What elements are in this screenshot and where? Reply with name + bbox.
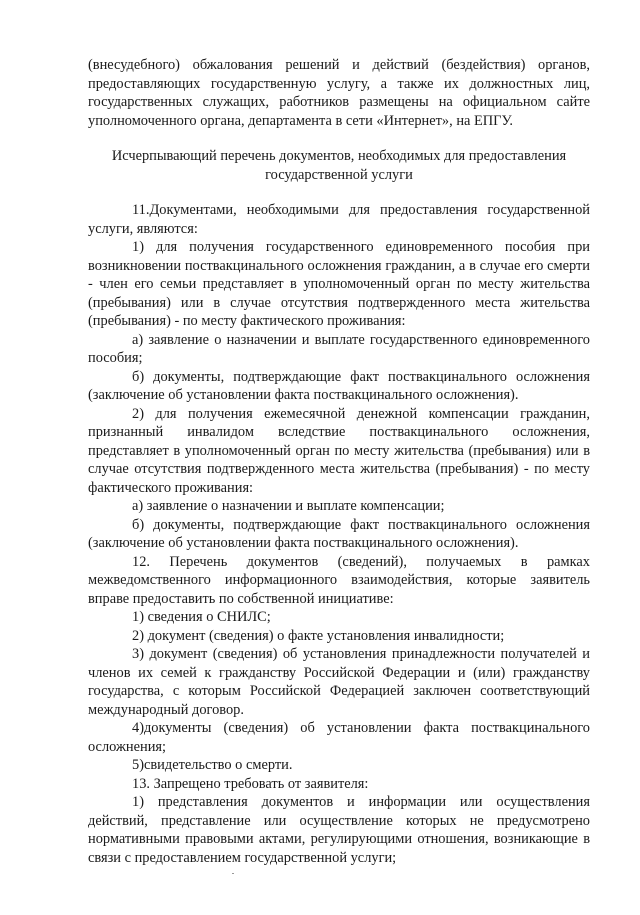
paragraph-12: 12. Перечень документов (сведений), получаемых в рамках межведомственного информационного взаимодействия, которые заявитель вправе предоставить по собственной инициативе: xyxy=(88,553,590,607)
section-heading-line-1: Исчерпывающий перечень документов, необходимых для предоставления xyxy=(111,148,567,164)
paragraph-11-item-2b: б) документы, подтверждающие факт поствакцинального осложнения (заключение об установлении факта поствакцинального осложнения). xyxy=(88,516,590,551)
paragraph-11: 11.Документами, необходимыми для предоставления государственной услуги, являются: xyxy=(88,202,590,237)
paragraph-11-item-1b: б) документы, подтверждающие факт поствакцинального осложнения (заключение об установлении факта поствакцинального осложнения). xyxy=(88,368,590,403)
section-heading-line-2: государственной услуги xyxy=(265,166,413,183)
paragraph-12-item-5: 5)свидетельство о смерти. xyxy=(132,757,293,773)
paragraph-13-item-1: 1) представления документов и информации или осуществления действий, представление или осуществление которых не предусмотрено нормативными правовыми актами, регулирующими отношения, возникающие в связи с предоставлением государственной услуги; xyxy=(88,794,590,866)
document-body xyxy=(88,56,590,867)
paragraph-12-item-4: 4)документы (сведения) об установлении факта поствакцинального осложнения; xyxy=(88,720,590,755)
paragraph-11-item-2: 2) для получения ежемесячной денежной компенсации гражданин, признанный инвалидом вследствие поствакцинального осложнения, представляет в уполномоченный орган по месту жительства (пребывания) или в случае отсутствия подтвержденного места жительства (пребывания) - по месту фактического проживания: xyxy=(88,405,590,496)
paragraph-12-item-2: 2) документ (сведения) о факте установления инвалидности; xyxy=(132,627,505,644)
paragraph-12-item-1: 1) сведения о СНИЛС; xyxy=(132,609,271,625)
paragraph-12-item-3: 3) документ (сведения) об установления принадлежности получателей и членов их семей к гражданству Российской Федерации и (или) гражданству государства, с которым Российской Федерацией заключен соответствующий международный договор. xyxy=(88,646,590,718)
paragraph-11-item-2a: а) заявление о назначении и выплате компенсации; xyxy=(132,498,445,514)
paragraph-11-item-1a: а) заявление о назначении и выплате государственного единовременного пособия; xyxy=(88,331,590,366)
intro-paragraph: (внесудебного) обжалования решений и действий (бездействия) органов, предоставляющих государственную услугу, а также их должностных лиц, государственных служащих, работников размещены на официальном сайте уполномоченного органа, департамента в сети «Интернет», на ЕПГУ. xyxy=(88,57,590,129)
paragraph-13: 13. Запрещено требовать от заявителя: xyxy=(132,775,369,792)
paragraph-11-item-1: 1) для получения государственного единовременного пособия при возникновении поствакцинального осложнения гражданин, а в случае его смерти - член его семьи представляет в уполномоченный орган по месту жительства (пребывания) или в случае отсутствия подтвержденного места жительства (пребывания) - по месту фактического проживания: xyxy=(88,239,590,329)
section-heading xyxy=(88,147,590,184)
scan-speck xyxy=(232,873,234,874)
